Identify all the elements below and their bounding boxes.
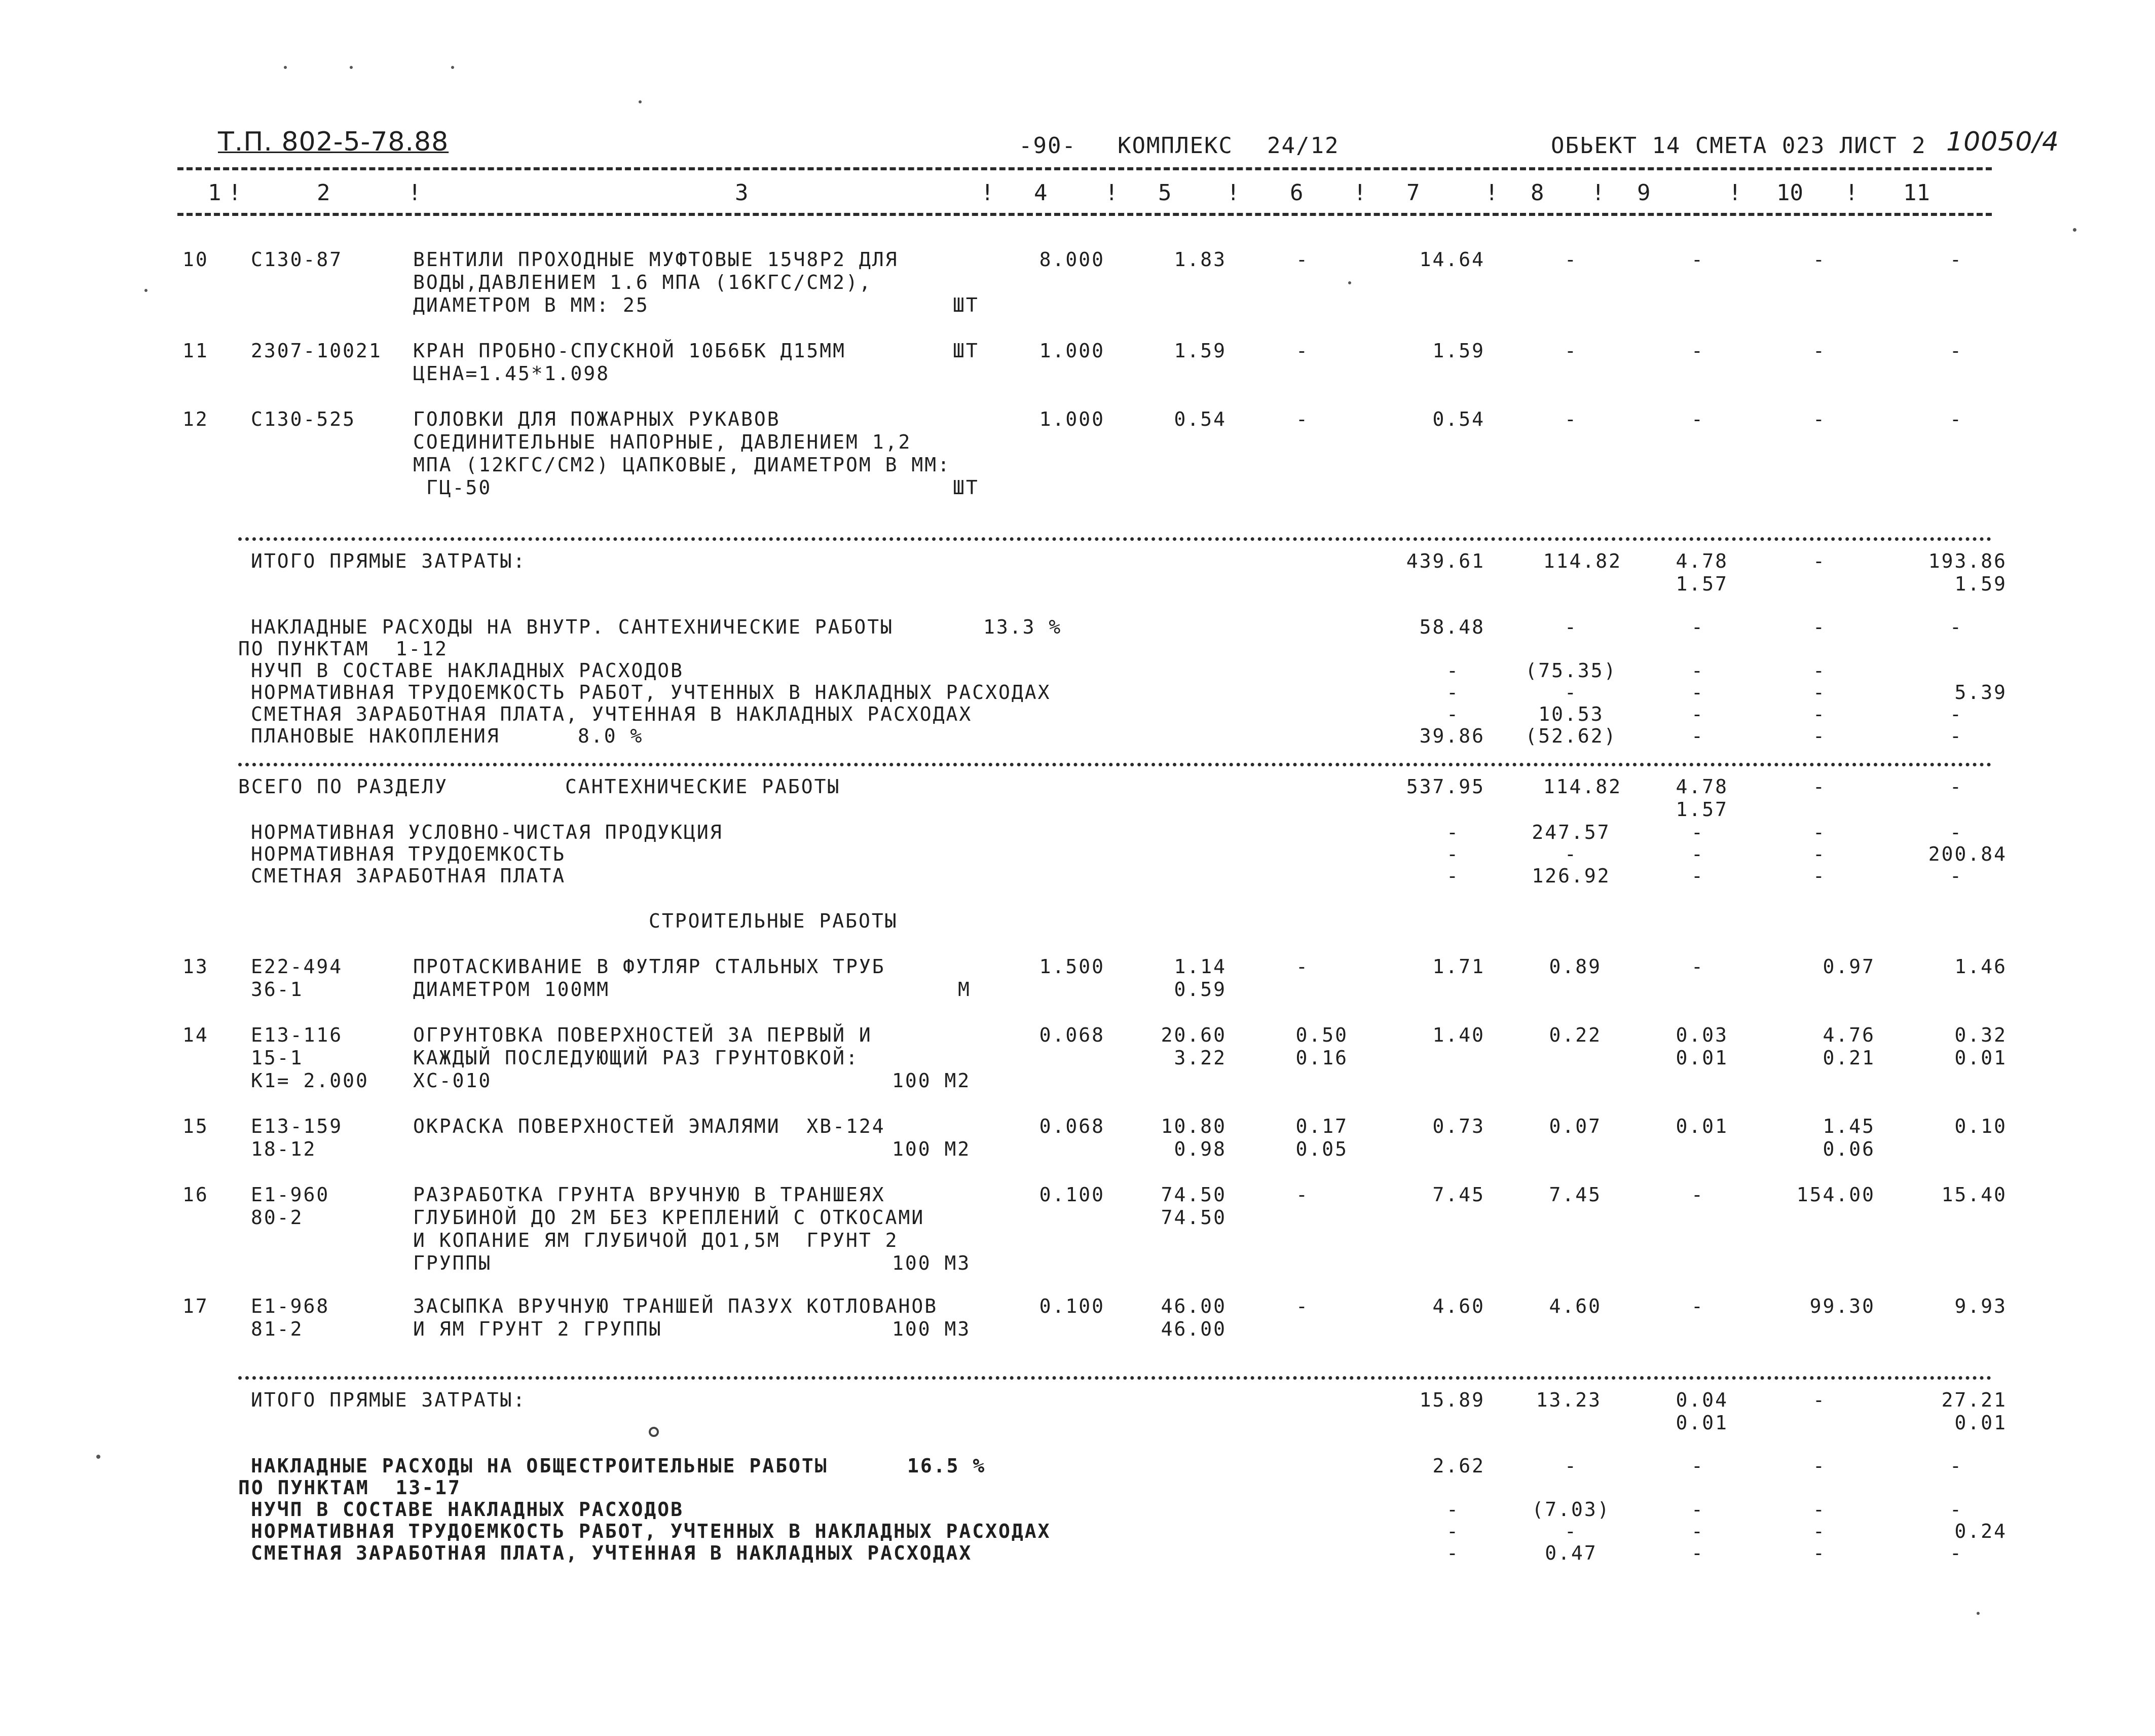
scan-speck [1977, 1612, 1980, 1615]
col8-value: - [1565, 408, 1578, 430]
price-code: 80-2 [251, 1206, 304, 1229]
overhead-line: СМЕТНАЯ ЗАРАБОТНАЯ ПЛАТА, УЧТЕННАЯ В НАКЛАДНЫХ РАСХОДАХ [251, 703, 973, 725]
quantity: 1.500 [1039, 955, 1105, 978]
col10-value: 0.06 [1823, 1138, 1875, 1160]
scan-speck [2073, 228, 2076, 232]
unit: 100 М2 [892, 1069, 971, 1092]
overhead-value: - [1691, 659, 1704, 682]
total-cost: 439.61 [1406, 550, 1485, 572]
overhead-line: НУЧП В СОСТАВЕ НАКЛАДНЫХ РАСХОДОВ [251, 659, 684, 682]
unit-cost: 10.80 [1161, 1115, 1227, 1137]
overhead-value: - [1950, 703, 1963, 725]
overhead-value: - [1813, 1520, 1826, 1542]
col9-value: 4.78 [1676, 775, 1728, 798]
unit: 100 М2 [892, 1138, 971, 1160]
scan-speck [96, 1455, 100, 1459]
overhead-value: - [1446, 1542, 1460, 1564]
price-code: 18-12 [251, 1138, 317, 1160]
unit-cost: 74.50 [1161, 1206, 1227, 1229]
overhead-value: - [1813, 616, 1826, 638]
col8-value: 114.82 [1543, 550, 1622, 572]
section-separator [238, 763, 1992, 766]
overhead-value: (7.03) [1532, 1498, 1611, 1521]
overhead-value: - [1691, 616, 1704, 638]
col9-value: - [1691, 1184, 1704, 1206]
quantity: 0.100 [1039, 1295, 1105, 1317]
column-separator: ! [1591, 180, 1605, 206]
overhead-line: СМЕТНАЯ ЗАРАБОТНАЯ ПЛАТА, УЧТЕННАЯ В НАКЛАДНЫХ РАСХОДАХ [251, 1542, 973, 1564]
overhead-value: - [1565, 1520, 1578, 1542]
price-code: К1= 2.000 [251, 1069, 369, 1092]
price-code: 15-1 [251, 1047, 304, 1069]
section-metric-value: - [1446, 843, 1460, 865]
work-description: ВЕНТИЛИ ПРОХОДНЫЕ МУФТОВЫЕ 15Ч8Р2 ДЛЯ [413, 248, 899, 271]
col10-value: 0.97 [1823, 955, 1875, 978]
work-description: ЦЕНА=1.45*1.098 [413, 362, 610, 385]
row-number: 10 [182, 248, 209, 271]
unit-cost: 20.60 [1161, 1024, 1227, 1046]
col6-value: 0.05 [1295, 1138, 1348, 1160]
col10-value: - [1813, 1389, 1826, 1411]
overhead-value: - [1565, 1455, 1578, 1477]
col10-value: 0.21 [1823, 1047, 1875, 1069]
col8-value: - [1565, 340, 1578, 362]
col10-value: - [1813, 248, 1826, 271]
overhead-value: - [1950, 725, 1963, 747]
overhead-value: - [1813, 1542, 1826, 1564]
total-cost: 7.45 [1432, 1184, 1485, 1206]
overhead-value: - [1950, 1455, 1963, 1477]
unit-cost: 1.14 [1174, 955, 1227, 978]
section-metric-value: - [1950, 821, 1963, 843]
row-number: 17 [182, 1295, 209, 1317]
overhead-value: (75.35) [1525, 659, 1617, 682]
total-cost: 0.54 [1432, 408, 1485, 430]
work-description: СОЕДИНИТЕЛЬНЫЕ НАПОРНЫЕ, ДАВЛЕНИЕМ 1,2 [413, 431, 912, 453]
quantity: 0.068 [1039, 1024, 1105, 1046]
col11-value: 15.40 [1941, 1184, 2007, 1206]
overhead-value: - [1950, 1542, 1963, 1564]
work-description: ОГРУНТОВКА ПОВЕРХНОСТЕЙ ЗА ПЕРВЫЙ И [413, 1024, 872, 1046]
unit-cost: 3.22 [1174, 1047, 1227, 1069]
col8-value: 4.60 [1549, 1295, 1602, 1317]
work-description: КАЖДЫЙ ПОСЛЕДУЮЩИЙ РАЗ ГРУНТОВКОЙ: [413, 1047, 859, 1069]
col9-value: - [1691, 340, 1704, 362]
quantity: 1.000 [1039, 340, 1105, 362]
overhead-value: - [1691, 681, 1704, 704]
unit: ШТ [953, 476, 979, 499]
scan-speck [649, 1427, 659, 1437]
scan-speck [350, 66, 353, 69]
object-info: ОБЬЕКТ 14 СМЕТА 023 ЛИСТ 2 [1551, 133, 1926, 159]
col8-value: 0.07 [1549, 1115, 1602, 1137]
work-description: ГРУППЫ [413, 1252, 492, 1274]
col11-value: 1.46 [1954, 955, 2007, 978]
work-description: МПА (12КГС/СМ2) ЦАПКОВЫЕ, ДИАМЕТРОМ В ММ: [413, 454, 951, 476]
column-separator: ! [1353, 180, 1367, 206]
quantity: 0.100 [1039, 1184, 1105, 1206]
col9-value: - [1691, 408, 1704, 430]
scan-speck [144, 289, 147, 292]
col10-value: 4.76 [1823, 1024, 1875, 1046]
col11-value: 0.10 [1954, 1115, 2007, 1137]
total-cost: 4.60 [1432, 1295, 1485, 1317]
overhead-rate: 16.5 % [907, 1455, 986, 1477]
col9-value: 0.01 [1676, 1115, 1728, 1137]
col11-value: - [1950, 248, 1963, 271]
overhead-value: - [1813, 681, 1826, 704]
unit-cost: 0.59 [1174, 978, 1227, 1001]
column-header: 3 [735, 180, 749, 206]
project-number: Т.П. 802-5-78.88 [218, 127, 449, 157]
column-header: 9 [1637, 180, 1651, 206]
column-header: 8 [1531, 180, 1544, 206]
work-description: ЗАСЫПКА ВРУЧНУЮ ТРАНШЕЙ ПАЗУХ КОТЛОВАНОВ [413, 1295, 938, 1317]
col9-value: 0.01 [1676, 1047, 1728, 1069]
row-number: 12 [182, 408, 209, 430]
page-number: -90- [1019, 133, 1076, 159]
work-description: РАЗРАБОТКА ГРУНТА ВРУЧНУЮ В ТРАНШЕЯХ [413, 1184, 885, 1206]
work-description: КРАН ПРОБНО-СПУСКНОЙ 10Б6БК Д15ММ [413, 340, 846, 362]
section-title: СТРОИТЕЛЬНЫЕ РАБОТЫ [649, 910, 898, 932]
col6-value: - [1296, 340, 1309, 362]
unit-cost: 0.54 [1174, 408, 1227, 430]
overhead-line: НАКЛАДНЫЕ РАСХОДЫ НА ОБЩЕСТРОИТЕЛЬНЫЕ РАБОТЫ [251, 1455, 828, 1477]
overhead-value: - [1446, 681, 1460, 704]
overhead-value: 0.47 [1545, 1542, 1597, 1564]
overhead-line: НОРМАТИВНАЯ ТРУДОЕМКОСТЬ РАБОТ, УЧТЕННЫХ В НАКЛАДНЫХ РАСХОДАХ [251, 1520, 1051, 1542]
work-description: И ЯМ ГРУНТ 2 ГРУППЫ [413, 1318, 662, 1340]
section-metric-value: - [1691, 821, 1704, 843]
overhead-rate: 13.3 % [983, 616, 1062, 638]
total-cost: 537.95 [1406, 775, 1485, 798]
total-label: ИТОГО ПРЯМЫЕ ЗАТРАТЫ: [251, 550, 527, 572]
col8-value: 7.45 [1549, 1184, 1602, 1206]
overhead-line: ПО ПУНКТАМ 13-17 [238, 1476, 461, 1499]
price-code: Е13-159 [251, 1115, 343, 1137]
total-cost: 1.59 [1432, 340, 1485, 362]
unit-cost: 0.98 [1174, 1138, 1227, 1160]
overhead-value: - [1813, 703, 1826, 725]
total-cost: 1.71 [1432, 955, 1485, 978]
col8-value: 13.23 [1536, 1389, 1602, 1411]
section-metric-label: СМЕТНАЯ ЗАРАБОТНАЯ ПЛАТА [251, 865, 566, 887]
overhead-value: - [1446, 703, 1460, 725]
quantity: 8.000 [1039, 248, 1105, 271]
overhead-value: 58.48 [1419, 616, 1485, 638]
price-code: 81-2 [251, 1318, 304, 1340]
column-separator: ! [1105, 180, 1119, 206]
col6-value: - [1296, 1295, 1309, 1317]
work-description: И КОПАНИЕ ЯМ ГЛУБИЧОЙ ДО1,5М ГРУНТ 2 [413, 1229, 899, 1251]
work-description: ДИАМЕТРОМ В ММ: 25 [413, 294, 649, 316]
unit-cost: 74.50 [1161, 1184, 1227, 1206]
row-number: 13 [182, 955, 209, 978]
column-header: 6 [1290, 180, 1304, 206]
col8-value: 0.89 [1549, 955, 1602, 978]
overhead-value: (52.62) [1525, 725, 1617, 747]
overhead-rate: 8.0 % [578, 725, 644, 747]
col10-value: 154.00 [1796, 1184, 1875, 1206]
column-separator: ! [1485, 180, 1499, 206]
col11-value: 9.93 [1954, 1295, 2007, 1317]
column-separator: ! [1227, 180, 1240, 206]
column-header: 7 [1406, 180, 1420, 206]
col6-value: 0.50 [1295, 1024, 1348, 1046]
unit: ШТ [953, 340, 979, 362]
price-code: С130-87 [251, 248, 343, 271]
overhead-value: - [1691, 703, 1704, 725]
col10-value: 1.45 [1823, 1115, 1875, 1137]
unit: ШТ [953, 294, 979, 316]
section-metric-label: НОРМАТИВНАЯ УСЛОВНО-ЧИСТАЯ ПРОДУКЦИЯ [251, 821, 723, 843]
overhead-value: - [1691, 1498, 1704, 1521]
work-description: ГОЛОВКИ ДЛЯ ПОЖАРНЫХ РУКАВОВ [413, 408, 781, 430]
section-metric-value: - [1813, 843, 1826, 865]
col9-value: 0.04 [1676, 1389, 1728, 1411]
section-metric-value: 126.92 [1532, 865, 1611, 887]
col8-value: 114.82 [1543, 775, 1622, 798]
row-number: 16 [182, 1184, 209, 1206]
column-separator: ! [981, 180, 994, 206]
total-label: ИТОГО ПРЯМЫЕ ЗАТРАТЫ: [251, 1389, 527, 1411]
scan-speck [639, 100, 642, 103]
col11-value: 27.21 [1941, 1389, 2007, 1411]
total-cost: 14.64 [1419, 248, 1485, 271]
overhead-value: - [1950, 616, 1963, 638]
section-metric-value: - [1565, 843, 1578, 865]
col6-value: - [1296, 1184, 1309, 1206]
column-header: 5 [1158, 180, 1172, 206]
total-separator [238, 1376, 1992, 1380]
overhead-line: НОРМАТИВНАЯ ТРУДОЕМКОСТЬ РАБОТ, УЧТЕННЫХ В НАКЛАДНЫХ РАСХОДАХ [251, 681, 1051, 704]
col9-value: 0.03 [1676, 1024, 1728, 1046]
price-code: Е1-960 [251, 1184, 330, 1206]
col11-value: 0.01 [1954, 1047, 2007, 1069]
overhead-value: - [1446, 1498, 1460, 1521]
work-description: ХС-010 [413, 1069, 492, 1092]
work-description: ПРОТАСКИВАНИЕ В ФУТЛЯР СТАЛЬНЫХ ТРУБ [413, 955, 885, 978]
col10-value: - [1813, 340, 1826, 362]
overhead-value: - [1813, 725, 1826, 747]
col11-value: 0.32 [1954, 1024, 2007, 1046]
overhead-line: ПО ПУНКТАМ 1-12 [238, 638, 449, 660]
overhead-value: 2.62 [1432, 1455, 1485, 1477]
section-metric-value: - [1691, 865, 1704, 887]
overhead-value: - [1446, 1520, 1460, 1542]
total-cost: 15.89 [1419, 1389, 1485, 1411]
column-header-rule [177, 213, 1992, 216]
overhead-line: ПЛАНОВЫЕ НАКОПЛЕНИЯ [251, 725, 500, 747]
quantity: 1.000 [1039, 408, 1105, 430]
overhead-value: - [1565, 616, 1578, 638]
col6-value: 0.17 [1295, 1115, 1348, 1137]
col6-value: - [1296, 408, 1309, 430]
column-separator: ! [1845, 180, 1859, 206]
col10-value: - [1813, 775, 1826, 798]
complex-label: КОМПЛЕКС [1118, 133, 1233, 159]
overhead-value: 10.53 [1538, 703, 1604, 725]
column-header: 11 [1903, 180, 1930, 206]
row-number: 11 [182, 340, 209, 362]
column-header: 2 [317, 180, 330, 206]
unit: 100 М3 [892, 1252, 971, 1274]
total-separator [238, 537, 1992, 541]
price-code: Е22-494 [251, 955, 343, 978]
unit-cost: 1.83 [1174, 248, 1227, 271]
section-metric-label: НОРМАТИВНАЯ ТРУДОЕМКОСТЬ [251, 843, 566, 865]
work-description: ВОДЫ,ДАВЛЕНИЕМ 1.6 МПА (16КГС/СМ2), [413, 271, 872, 293]
unit: М [958, 978, 971, 1001]
col9-value: - [1691, 1295, 1704, 1317]
row-number: 14 [182, 1024, 209, 1046]
col11-value: - [1950, 340, 1963, 362]
col10-value: - [1813, 408, 1826, 430]
overhead-value: 0.24 [1954, 1520, 2007, 1542]
col9-value: 0.01 [1676, 1412, 1728, 1434]
section-metric-value: - [1813, 821, 1826, 843]
overhead-line: НАКЛАДНЫЕ РАСХОДЫ НА ВНУТР. САНТЕХНИЧЕСКИЕ РАБОТЫ [251, 616, 894, 638]
col11-value: 0.01 [1954, 1412, 2007, 1434]
section-metric-value: - [1691, 843, 1704, 865]
overhead-line: НУЧП В СОСТАВЕ НАКЛАДНЫХ РАСХОДОВ [251, 1498, 684, 1521]
column-header: 10 [1776, 180, 1803, 206]
overhead-value: - [1950, 1498, 1963, 1521]
col9-value: 1.57 [1676, 798, 1728, 821]
overhead-value: - [1691, 1520, 1704, 1542]
col6-value: - [1296, 955, 1309, 978]
overhead-value: - [1813, 1455, 1826, 1477]
overhead-value: - [1691, 1455, 1704, 1477]
overhead-value: - [1691, 1542, 1704, 1564]
section-metric-value: - [1446, 821, 1460, 843]
col9-value: 1.57 [1676, 573, 1728, 595]
column-header: 1 [208, 180, 221, 206]
section-metric-value: - [1813, 865, 1826, 887]
overhead-value: - [1565, 681, 1578, 704]
quantity: 0.068 [1039, 1115, 1105, 1137]
scan-speck [284, 66, 287, 69]
column-separator: ! [408, 180, 422, 206]
work-description: ОКРАСКА ПОВЕРХНОСТЕЙ ЭМАЛЯМИ ХВ-124 [413, 1115, 885, 1137]
section-metric-value: - [1950, 865, 1963, 887]
total-cost: 0.73 [1432, 1115, 1485, 1137]
work-description: ГЛУБИНОЙ ДО 2М БЕЗ КРЕПЛЕНИЙ С ОТКОСАМИ [413, 1206, 925, 1229]
col11-value: 1.59 [1954, 573, 2007, 595]
work-description: ГЦ-50 [413, 476, 492, 499]
total-cost: 1.40 [1432, 1024, 1485, 1046]
col10-value: - [1813, 550, 1826, 572]
row-number: 15 [182, 1115, 209, 1137]
col11-value: - [1950, 408, 1963, 430]
overhead-value: - [1813, 659, 1826, 682]
overhead-value: 39.86 [1419, 725, 1485, 747]
price-code: 36-1 [251, 978, 304, 1001]
col10-value: 99.30 [1809, 1295, 1875, 1317]
overhead-value: - [1446, 659, 1460, 682]
overhead-value: 5.39 [1954, 681, 2007, 704]
section-metric-value: 247.57 [1532, 821, 1611, 843]
scan-speck [451, 66, 454, 69]
handwritten-code: 10050/4 [1946, 127, 2060, 157]
section-total-label: ВСЕГО ПО РАЗДЕЛУ [238, 775, 449, 798]
work-description: ДИАМЕТРОМ 100ММ [413, 978, 610, 1001]
section-name: САНТЕХНИЧЕСКИЕ РАБОТЫ [565, 775, 841, 798]
price-code: 2307-10021 [251, 340, 382, 362]
scan-speck [1348, 281, 1351, 284]
col11-value: - [1950, 775, 1963, 798]
overhead-value: - [1691, 725, 1704, 747]
column-header-row [177, 180, 1992, 210]
unit-cost: 46.00 [1161, 1318, 1227, 1340]
unit-cost: 1.59 [1174, 340, 1227, 362]
header-rule [177, 167, 1992, 170]
price-code: С130-525 [251, 408, 356, 430]
col9-value: 4.78 [1676, 550, 1728, 572]
column-separator: ! [228, 180, 242, 206]
price-code: Е13-116 [251, 1024, 343, 1046]
overhead-value: - [1813, 1498, 1826, 1521]
complex-value: 24/12 [1267, 133, 1340, 159]
col8-value: - [1565, 248, 1578, 271]
col6-value: 0.16 [1295, 1047, 1348, 1069]
col11-value: 193.86 [1928, 550, 2007, 572]
col9-value: - [1691, 955, 1704, 978]
unit: 100 М3 [892, 1318, 971, 1340]
section-metric-value: - [1446, 865, 1460, 887]
column-header: 4 [1034, 180, 1048, 206]
col8-value: 0.22 [1549, 1024, 1602, 1046]
col6-value: - [1296, 248, 1309, 271]
unit-cost: 46.00 [1161, 1295, 1227, 1317]
price-code: Е1-968 [251, 1295, 330, 1317]
column-separator: ! [1728, 180, 1742, 206]
col9-value: - [1691, 248, 1704, 271]
section-metric-value: 200.84 [1928, 843, 2007, 865]
